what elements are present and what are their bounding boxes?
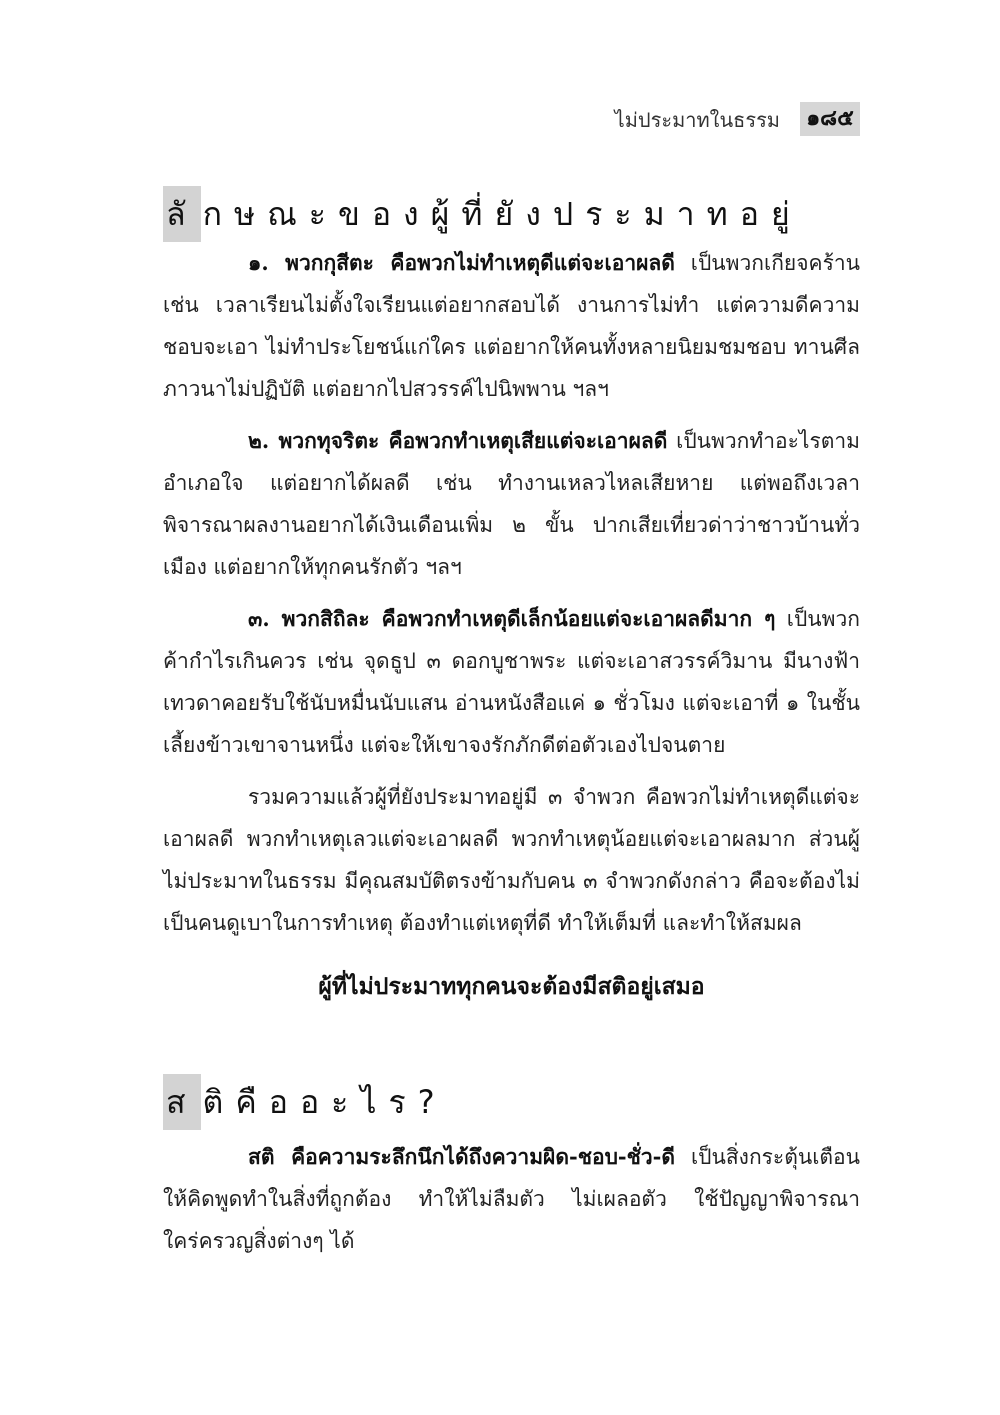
- item-lead-2: ๒. พวกทุจริตะ คือพวกทำเหตุเสียแต่จะเอาผลดี: [248, 428, 668, 453]
- emphasis-line: ผู้ที่ไม่ประมาททุกคนจะต้องมีสติอยู่เสมอ: [318, 973, 705, 1000]
- summary-paragraph: รวมความแล้วผู้ที่ยังประมาทอยู่มี ๓ จำพวก คือพวกไม่ทำเหตุดีแต่จะเอาผลดี พวกทำเหตุเลวแต่จะเอาผลดี พวกทำเหตุน้อยแต่จะเอาผลมาก ส่วนผู้ไม่ประมาทในธรรม มีคุณสมบัติตรงข้ามกับคน ๓ จำพวกดังกล่าว คือจะต้องไม่เป็นคนดูเบาในการทำเหตุ ต้องทำแต่เหตุที่ดี ทำให้เต็มที่ และทำให้สมผล: [163, 785, 860, 935]
- item-paragraph-3: [163, 598, 860, 766]
- item-lead-1: ๑. พวกกุสีตะ คือพวกไม่ทำเหตุดีแต่จะเอาผลดี: [248, 250, 675, 275]
- heading-initial-highlight: ลั: [163, 186, 201, 242]
- item-paragraph-2: [163, 420, 860, 588]
- heading-initial-highlight: ส: [163, 1074, 201, 1130]
- heading-text: ติคืออะไร?: [202, 1083, 447, 1121]
- running-title: ไม่ประมาทในธรรม: [614, 108, 780, 132]
- section-heading-characteristics: [163, 186, 860, 242]
- page-number: ๑๘๕: [800, 102, 860, 136]
- item-text-1: เป็นพวกเกียจคร้าน เช่น เวลาเรียนไม่ตั้งใจเรียนแต่อยากสอบได้ งานการไม่ทำ แต่ความดีความชอบจะเอา ไม่ทำประโยชน์แก่ใคร แต่อยากให้คนทั้งหลายนิยมชมชอบ ทานศีลภาวนาไม่ปฏิบัติ แต่อยากไปสวรรค์ไปนิพพาน ฯลฯ: [163, 251, 860, 401]
- sati-text: เป็นสิ่งกระตุ้นเตือนให้คิดพูดทำในสิ่งที่ถูกต้อง ทำให้ไม่ลืมตัว ไม่เผลอตัว ใช้ปัญญาพิจารณาใคร่ครวญสิ่งต่างๆ ได้: [163, 1145, 860, 1253]
- page-content: [163, 186, 860, 1262]
- running-head: [0, 0, 1000, 150]
- section-heading-what-is-sati: [163, 1074, 860, 1130]
- item-text-3: เป็นพวกค้ากำไรเกินควร เช่น จุดธูป ๓ ดอกบูชาพระ แต่จะเอาสวรรค์วิมาน มีนางฟ้าเทวดาคอยรับใช้นับหมื่นนับแสน อ่านหนังสือแค่ ๑ ชั่วโมง แต่จะเอาที่ ๑ ในชั้น เลี้ยงข้าวเขาจานหนึ่ง แต่จะให้เขาจงรักภักดีต่อตัวเองไปจนตาย: [163, 607, 860, 757]
- item-text-2: เป็นพวกทำอะไรตามอำเภอใจ แต่อยากได้ผลดี เช่น ทำงานเหลวไหลเสียหาย แต่พอถึงเวลาพิจารณาผลงานอยากได้เงินเดือนเพิ่ม ๒ ขั้น ปากเสียเที่ยวด่าว่าชาวบ้านทั่วเมือง แต่อยากให้ทุกคนรักตัว ฯลฯ: [163, 429, 860, 579]
- item-lead-3: ๓. พวกสิถิละ คือพวกทำเหตุดีเล็กน้อยแต่จะเอาผลดีมาก ๆ: [248, 606, 776, 631]
- section-spacer: [163, 1008, 860, 1074]
- sati-lead: สติ คือความระลึกนึกได้ถึงความผิด-ชอบ-ชั่ว-ดี: [248, 1144, 676, 1169]
- heading-text: กษณะของผู้ที่ยังประมาทอยู่: [202, 195, 802, 233]
- item-paragraph-1: [163, 242, 860, 410]
- sati-definition-paragraph: [163, 1136, 860, 1262]
